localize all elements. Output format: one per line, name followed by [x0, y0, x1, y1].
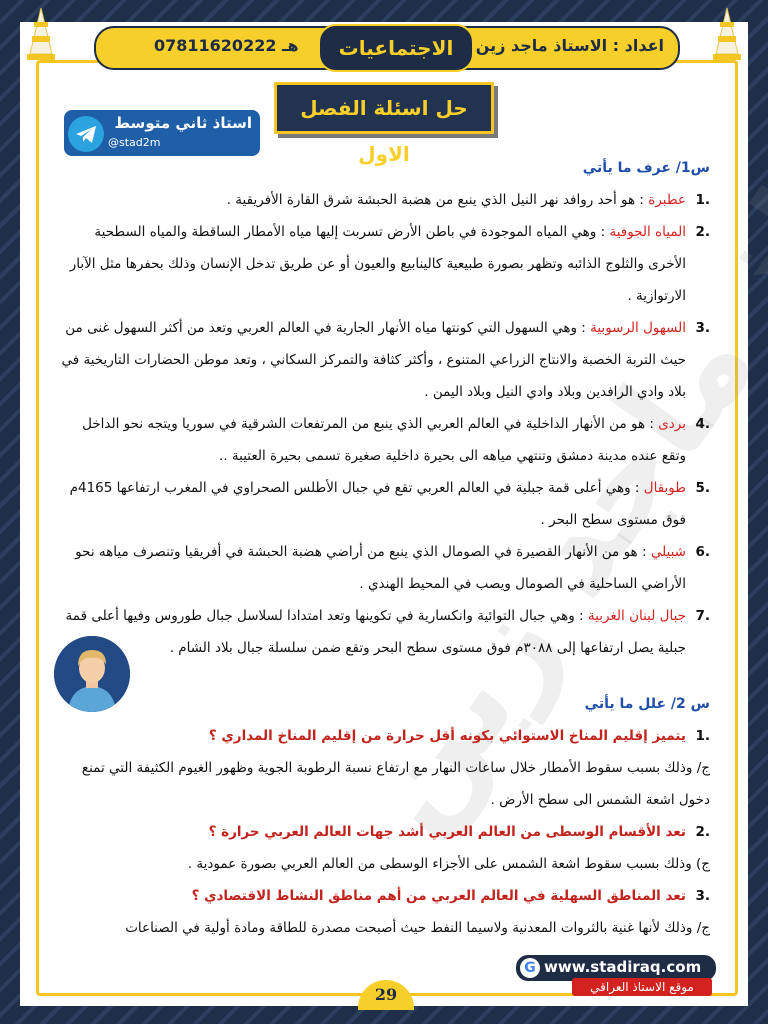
item-number: .2 — [695, 224, 710, 240]
section1-list — [60, 184, 710, 664]
list-item — [60, 816, 710, 848]
header-bar — [94, 26, 680, 70]
website-subtitle: موقع الاستاذ العراقي — [572, 978, 712, 996]
item-number: .1 — [695, 728, 710, 744]
list-item — [60, 472, 710, 536]
item-number: .5 — [695, 480, 710, 496]
list-item — [60, 408, 710, 472]
item-answer: ج/ وذلك لأنها غنية بالثروات المعدنية ولاسيما النفط حيث أصبحت مصدرة للطاقة ومادة أولية في الصناعات — [125, 920, 710, 936]
item-term: عطبرة — [648, 192, 686, 208]
page-title-text: حل اسئلة الفصل الاول — [300, 96, 468, 166]
item-definition: : وهي جبال التوائية وانكسارية في تكوينها وتعد امتدادا لسلاسل جبال طوروس وفيها أعلى قمة جبلية يصل ارتفاعها إلى ٣٠٨٨م فوق مستوى سطح البحر وتقع ضمن سلسلة جبال بلاد الشام . — [65, 608, 686, 656]
telegram-label: استاذ ثاني متوسط — [114, 114, 252, 132]
item-definition: : وهي أعلى قمة جبلية في العالم العربي تقع في جبال الأطلس الصحراوي في المغرب ارتفاعها 4165م فوق مستوى سطح البحر . — [69, 480, 686, 528]
traffic-cone-icon — [712, 6, 742, 62]
item-question: تعد الأقسام الوسطى من العالم العربي أشد جهات العالم العربي حرارة ؟ — [208, 824, 686, 840]
traffic-cone-icon — [26, 6, 56, 62]
telegram-badge[interactable] — [64, 110, 260, 156]
item-term: طوبقال — [643, 480, 686, 496]
item-number: .3 — [695, 888, 710, 904]
section2-heading: س 2/ علل ما يأتي — [584, 696, 710, 712]
item-definition: : هو من الأنهار الداخلية في العالم العربي الذي ينبع من المرتفعات الشرقية في سوريا ويتجه نحو الداخل وتقع عنده مدينة دمشق وتنتهي مياهه الى بحيرة داخلية صغيرة تسمى بحيرة العتيبة .. — [82, 416, 686, 464]
item-number: .4 — [695, 416, 710, 432]
page-number: 29 — [358, 980, 414, 1010]
item-definition: : وهي السهول التي كونتها مياه الأنهار الجارية في العالم العربي وتعد من أكثر السهول غنى من حيث التربة الخصبة والانتاج الزراعي المتنوع ، وأكثر كثافة والتمركز السكاني ، وتعد موطن الحضارات التاريخية في بلاد وادي الرافدين وبلاد وادي النيل وبلاد اليمن . — [61, 320, 686, 400]
section1-heading: س1/ عرف ما يأتي — [582, 160, 710, 176]
google-icon: G — [520, 958, 540, 978]
website-url: www.stadiraq.com — [544, 958, 702, 976]
section2-list — [60, 720, 710, 944]
item-definition: : وهي المياه الموجودة في باطن الأرض تسربت إليها مياه الأمطار الساقطة والمياه السطحية الأخرى والثلوج الذائبه وتظهر بصورة طبيعية كالينابيع والعيون أو عن طريق تدخل الإنسان وذلك بحفرها مثل الآبار الارتوازية . — [69, 224, 686, 304]
item-answer: ج) وذلك بسبب سقوط اشعة الشمس على الأجزاء الوسطى من العالم العربي بصورة عمودية . — [187, 856, 710, 872]
item-definition: : هو أحد روافد نهر النيل الذي ينبع من هضبة الحبشة شرق القارة الأفريقية . — [226, 192, 649, 208]
item-definition: : هو من الأنهار القصيرة في الصومال الذي ينبع من أراضي هضبة الحبشة في أفريقيا وتنصرف مياهه نحو الأراضي الساحلية في الصومال ويصب في المحيط الهندي . — [75, 544, 686, 592]
item-number: .7 — [695, 608, 710, 624]
author-name: اعداد : الاستاذ ماجد زين — [475, 36, 664, 55]
avatar — [54, 636, 130, 712]
list-item — [60, 216, 710, 312]
phone-number: هـ 07811620222 — [154, 36, 299, 55]
list-item — [60, 184, 710, 216]
item-term: المياه الجوفية — [609, 224, 686, 240]
item-number: .3 — [695, 320, 710, 336]
subject-label: الاجتماعيات — [338, 36, 454, 60]
list-item — [60, 536, 710, 600]
item-number: .1 — [695, 192, 710, 208]
telegram-handle: @stad2m — [108, 136, 161, 149]
list-item — [60, 600, 710, 664]
list-item — [60, 312, 710, 408]
page-title — [274, 82, 494, 166]
item-number: .2 — [695, 824, 710, 840]
telegram-icon — [68, 116, 104, 152]
subject-badge — [318, 24, 474, 72]
content — [60, 152, 710, 944]
list-item — [60, 720, 710, 752]
item-term: جبال لبنان الغربية — [587, 608, 686, 624]
item-answer: ج/ وذلك بسبب سقوط الأمطار خلال ساعات النهار مع ارتفاع نسبة الرطوبة الجوية وظهور الغيوم الكثيفة التي تمنع دخول اشعة الشمس الى سطح الأرض . — [81, 760, 710, 808]
watermark: ماجد زين — [325, 291, 768, 857]
item-term: بردى — [658, 416, 686, 432]
item-question: يتميز إقليم المناخ الاستوائي بكونه أقل حرارة من إقليم المناخ المداري ؟ — [208, 728, 686, 744]
item-question: تعد المناطق السهلية في العالم العربي من أهم مناطق النشاط الاقتصادي ؟ — [191, 888, 686, 904]
list-item — [60, 880, 710, 912]
item-term: شبيلي — [650, 544, 686, 560]
item-number: .6 — [695, 544, 710, 560]
item-term: السهول الرسوبية — [590, 320, 686, 336]
